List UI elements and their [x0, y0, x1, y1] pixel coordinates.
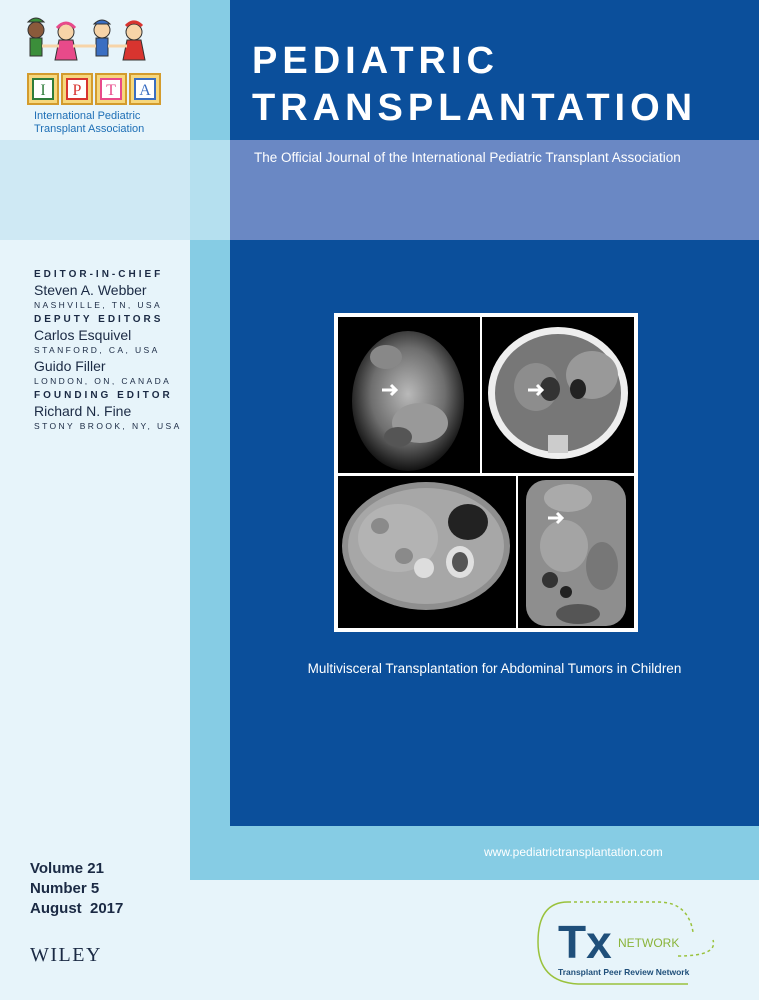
cover-image-caption: Multivisceral Transplantation for Abdominal Tumors in Children: [307, 661, 682, 676]
journal-title-line2: TRANSPLANTATION: [252, 87, 698, 129]
cover-image-panel: [334, 313, 638, 632]
children-holding-hands-icon: [14, 8, 174, 108]
ipta-letter-t: T: [106, 82, 116, 99]
journal-website-link[interactable]: www.pediatrictransplantation.com: [484, 845, 663, 859]
editor-in-chief-location: NASHVILLE, TN, USA: [34, 300, 163, 310]
mri-coronal-scan-image: [338, 317, 480, 473]
deputy-editor-1-location: STANFORD, CA, USA: [34, 345, 160, 355]
ipta-caption-line1: International Pediatric: [34, 110, 141, 122]
founding-editor-role: FOUNDING EDITOR: [34, 390, 173, 401]
tx-tagline: Transplant Peer Review Network: [558, 967, 690, 977]
tx-network-word: NETWORK: [618, 936, 680, 950]
editor-in-chief-name: Steven A. Webber: [34, 282, 147, 298]
deputy-editor-1-name: Carlos Esquivel: [34, 327, 132, 343]
ct-coronal-scan-image: [518, 476, 634, 628]
ipta-caption: [34, 110, 174, 136]
issue-info: [30, 859, 123, 919]
journal-title: [252, 38, 697, 132]
deputy-editor-2-location: LONDON, ON, CANADA: [34, 376, 172, 386]
light-blue-horizontal-band: [190, 826, 759, 880]
deputy-editor-2-name: Guido Filler: [34, 358, 106, 374]
deputy-editors-role: DEPUTY EDITORS: [34, 314, 164, 325]
publisher-logo: WILEY: [30, 944, 102, 966]
journal-title-line1: PEDIATRIC: [252, 40, 499, 82]
light-blue-vertical-band: [190, 0, 230, 880]
editors-list: [34, 268, 224, 434]
issue-number: Number 5: [30, 880, 100, 897]
journal-subtitle: The Official Journal of the International Pediatric Transplant Association: [254, 150, 681, 165]
ct-axial-scan-image: [338, 476, 516, 628]
founding-editor-name: Richard N. Fine: [34, 403, 132, 419]
ipta-letter-a: A: [139, 82, 151, 99]
founding-editor-location: STONY BROOK, NY, USA: [34, 421, 182, 431]
ipta-letter-p: P: [72, 82, 82, 99]
ipta-letter-i: I: [40, 82, 46, 99]
pale-blue-band-accent: [190, 140, 230, 240]
editor-in-chief-role: EDITOR-IN-CHIEF: [34, 269, 164, 280]
mri-axial-scan-image: [482, 317, 634, 473]
issue-date: August 2017: [30, 900, 124, 917]
ipta-caption-line2: Transplant Association: [34, 123, 145, 135]
issue-volume: Volume 21: [30, 860, 104, 877]
tx-mark: Tx: [558, 916, 612, 968]
tx-network-logo: [528, 892, 728, 992]
